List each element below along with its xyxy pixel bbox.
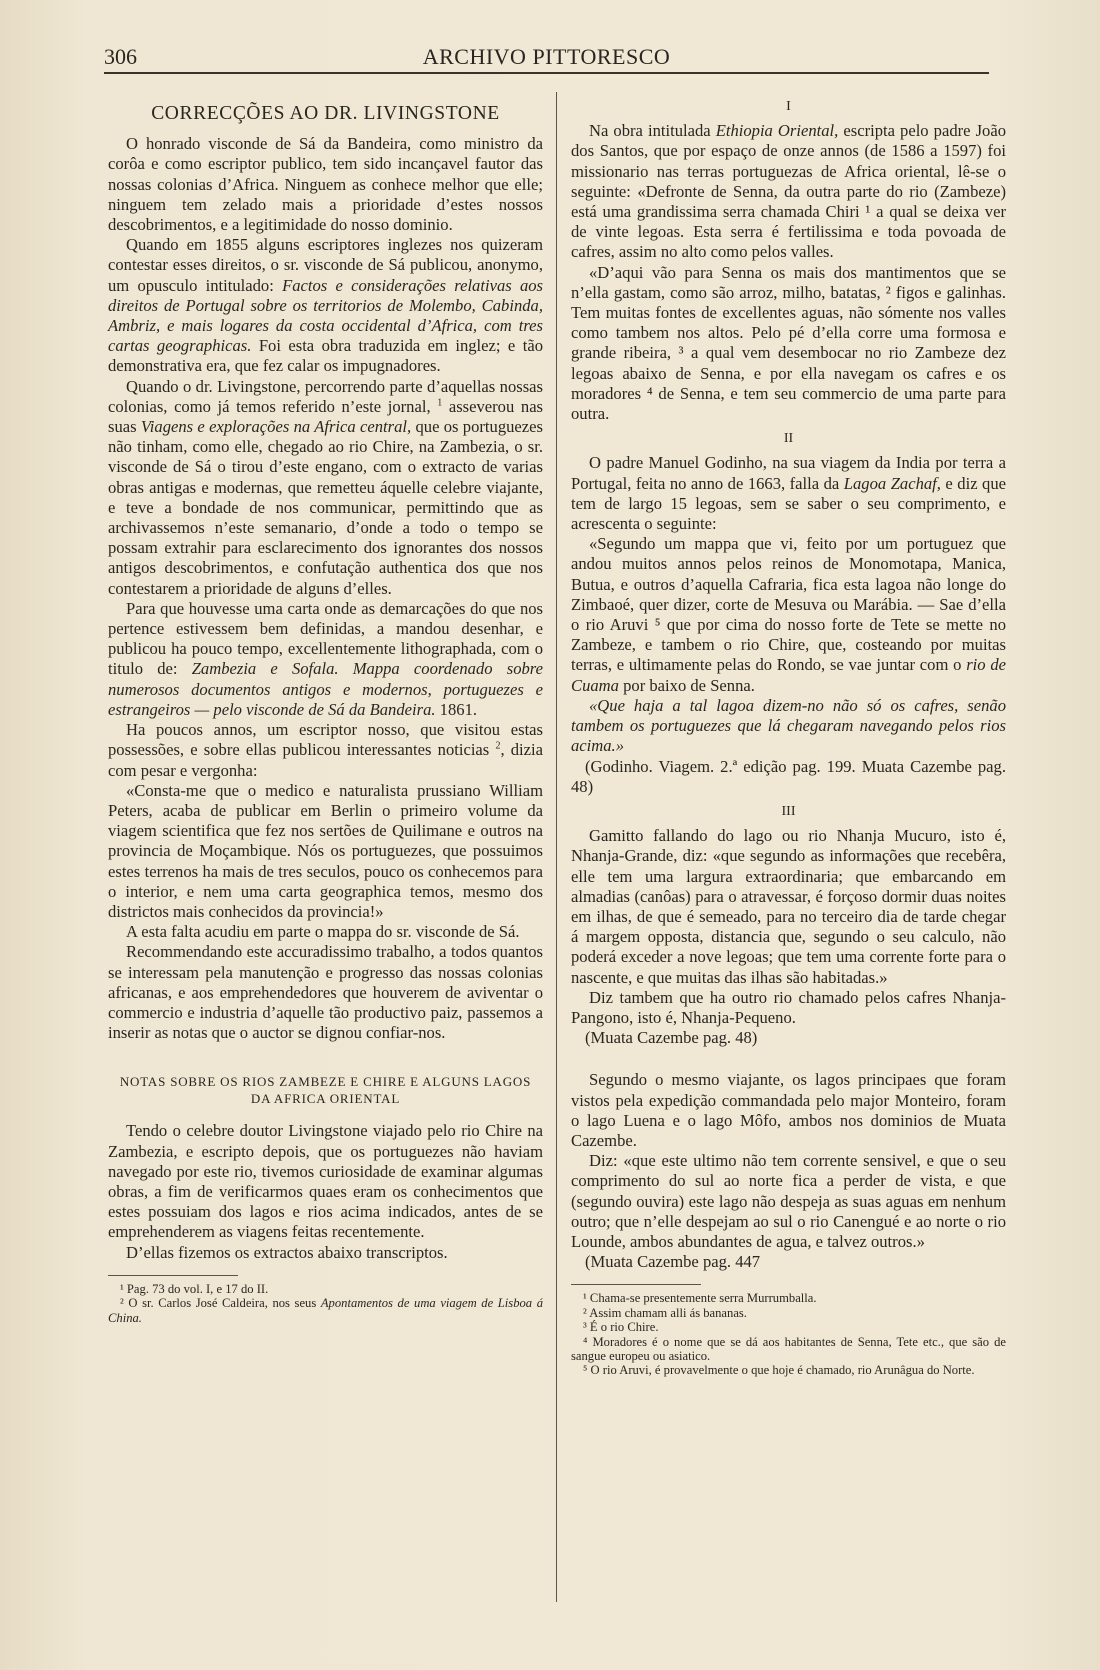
left-column [108, 92, 543, 1325]
footnote: ⁴ Moradores é o nome que se dá aos habitantes de Senna, Tete etc., que são de sangue europeu ou asiatico. [571, 1334, 1006, 1363]
article-title: CORRECÇÕES AO DR. LIVINGSTONE [151, 103, 500, 124]
footnote: ² O sr. Carlos José Caldeira, nos seus Apontamentos de uma viagem de Lisboa á China. [108, 1296, 543, 1325]
citation: (Muata Cazembe pag. 447 [585, 1252, 761, 1272]
footnote: ² Assim chamam alli ás bananas. [583, 1305, 747, 1320]
section-number: III [781, 803, 796, 819]
paragraph: Gamitto fallando do lago ou rio Nhanja Mucuro, isto é, Nhanja-Grande, diz: «que segundo as informações que recebêra, elle tem uma largura extraordinaria; que embarcando em almadias (canôas) para o atravessar, é forçoso dormir duas noites em ilhas, de que é semeado, para no terceiro dia de tarde chegar á margem opposta, distancia que, segundo o seu calculo, não poderá exceder a nove legoas; que tem uma corrente forte para o nascente, e que muitas das ilhas são habitadas.» [571, 826, 1006, 987]
paragraph: Para que houvesse uma carta onde as demarcações do que nos pertence estivessem bem definidas, a mandou desenhar, e publicou ha pouco tempo, excellentemente lithographada, com o titulo de: Zambezia e Sofala. Mappa coordenado sobre numerosos documentos antigos e modernos, portuguezes e estrangeiros — pelo visconde de Sá da Bandeira. 1861. [108, 598, 543, 719]
column-divider [556, 92, 557, 1602]
footnote: ¹ Pag. 73 do vol. I, e 17 do II. [120, 1281, 269, 1296]
paragraph: O honrado visconde de Sá da Bandeira, como ministro da corôa e como escriptor publico, tem sido incançavel fautor das nossas colonias d’Africa. Ninguem as conhece melhor que elle; ninguem tem zelado mais a prioridade d’estes nossos descobrimentos, e a legitimidade do nosso dominio. [108, 134, 543, 235]
footnote-rule [571, 1284, 701, 1285]
footnote: ¹ Chama-se presentemente serra Murrumballa. [583, 1291, 817, 1306]
section-number: II [783, 431, 794, 447]
running-title: ARCHIVO PITTORESCO [422, 44, 671, 69]
citation: (Godinho. Viagem. 2.ª edição pag. 199. Muata Cazembe pag. 48) [571, 756, 1006, 796]
paragraph: Diz tambem que ha outro rio chamado pelos cafres Nhanja-Pangono, isto é, Nhanja-Pequeno. [571, 987, 1006, 1027]
paragraph: Quando o dr. Livingstone, percorrendo parte d’aquellas nossas colonias, como já temos referido n’este jornal, $^1$ asseverou nas suas Viagens e explorações na Africa central, que os portuguezes não tinham, como elle, chegado ao rio Chire, na Zambezia, o sr. visconde de Sá o tirou d’este engano, com o extracto de varias obras antigas e modernas, que remetteu áquelle celebre viajante, e teve a bondade de nos communicar, permittindo que as archivassemos n’este semanario, d’onde a todo o tempo se possam extrahir para esclarecimento dos ignorantes dos nossos antigos descobrimentos, e confutação authentica dos que nos contestarem a prioridade de alguns d’elles. [108, 376, 544, 598]
footnote-rule [108, 1275, 238, 1276]
paragraph: O padre Manuel Godinho, na sua viagem da India por terra a Portugal, feita no anno de 1663, falla da Lagoa Zachaf, e diz que tem de largo 15 legoas, sem se saber o seu comprimento, e acrescenta o seguinte: [571, 453, 1007, 534]
spacer [571, 1048, 1006, 1070]
paragraph: Quando em 1855 alguns escriptores inglezes nos quizeram contestar esses direitos, o sr. visconde de Sá publicou, anonymo, um opusculo intitulado: Factos e considerações relativas aos direitos de Portugal sobre os territorios de Molembo, Cabinda, Ambriz, e mais logares da costa occidental d’Africa, com tres cartas geographicas. Foi esta obra traduzida em inglez; e tão demonstrativa era, que fez calar os impugnadores. [108, 235, 543, 376]
paragraph: Ha poucos annos, um escriptor nosso, que visitou estas possessões, e sobre ellas publicou interessantes noticias $^2$, dizia com pesar e vergonha: [108, 720, 544, 780]
paragraph: A esta falta acudiu em parte o mappa do sr. visconde de Sá. [126, 922, 520, 942]
footnotes [108, 1282, 543, 1325]
section-number: I [786, 99, 791, 114]
paragraph: Diz: «que este ultimo não tem corrente sensivel, e que o seu comprimento do sul ao norte fica a perder de vista, e que (segundo ouvira) este lago não despeja as suas aguas em nenhum outro; que n’elle despejam ao sul o rio Canengué e ao norte o rio Lounde, ambos abundantes de agua, e talvez outros.» [571, 1151, 1006, 1251]
citation: (Muata Cazembe pag. 48) [585, 1028, 758, 1048]
paragraph: Tendo o celebre doutor Livingstone viajado pelo rio Chire na Zambezia, e escripto depois, que os portuguezes não haviam navegado por este rio, tivemos curiosidade de examinar algumas obras, a fim de verificarmos quaes eram os conhecimentos que estes possuiam dos lagos e rios acima indicados, antes de se emprehenderem as viagens feitas recentemente. [108, 1121, 543, 1242]
quotation-italic: «Que haja a tal lagoa dizem-no não só os cafres, senão tambem os portuguezes que lá chegaram navegando pelos rios acima.» [571, 695, 1006, 756]
page-header [104, 42, 989, 74]
paragraph: D’ellas fizemos os extractos abaixo transcriptos. [126, 1242, 448, 1262]
footnote: ⁵ O rio Aruvi, é provavelmente o que hoje é chamado, rio Arunâgua do Norte. [583, 1363, 975, 1378]
right-column [571, 92, 1006, 1378]
footnote-ref: 2 [495, 740, 501, 752]
quotation: «Consta-me que o medico e naturalista prussiano William Peters, acaba de publicar em Berlin o primeiro volume da viagem scientifica que fez nos sertões de Quilimane e outros na provincia de Moçambique. Nós os portuguezes, que possuimos estes terrenos ha mais de tres seculos, pouco os conhecemos para o interior, e nem uma carta geographica temos, mesmo dos districtos mais conhecidos da provincia!» [108, 780, 543, 921]
footnotes [571, 1291, 1006, 1377]
section-heading: NOTAS SOBRE OS RIOS ZAMBEZE E CHIRE E ALGUNS LAGOS DA AFRICA ORIENTAL [119, 1074, 532, 1107]
quotation: «Segundo um mappa que vi, feito por um portuguez que andou muitos annos pelos reinos de Monomotapa, Manica, Butua, e outros d’aquella Cafraria, fica esta lagoa não longe do Zimbaoé, quer dizer, corte de Mesuva ou Marábia. — Sae d’ella o rio Aruvi ⁵ que por cima do nosso forte de Tete se mette no Zambeze, e tambem o rio Chire, que, costeando por muitas terras, e ultimamente pelas do Rondo, se vae juntar com o rio de Cuama por baixo de Senna. [571, 534, 1006, 695]
paragraph: Recommendando este accuradissimo trabalho, a todos quantos se interessam pela manutenção e progresso das nossas colonias africanas, e aos emprehendedores que houverem de aviventar o commercio e industria d’aquelle tão productivo paiz, passemos a inserir as notas que o auctor se dignou confiar-nos. [108, 942, 543, 1043]
paragraph: «D’aqui vão para Senna os mais dos mantimentos que se n’ella gastam, como são arroz, milho, batatas, ² figos e galinhas. Tem muitas fontes de excellentes aguas, não sómente nos valles como tambem nos altos. Pelo pé d’ella corre uma formosa e grande ribeira, ³ a qual vem desembocar no rio Zambeze dez legoas abaixo de Senna, e por ella navegam os cafres e os moradores ⁴ de Senna, e tem seu commercio de uma parte para outra. [571, 262, 1006, 424]
footnote: ³ É o rio Chire. [583, 1320, 659, 1335]
page-number: 306 [104, 44, 137, 69]
footnote-ref: 1 [437, 397, 443, 409]
paragraph: Segundo o mesmo viajante, os lagos principaes que foram vistos pela expedição commandada pelo major Monteiro, foram o lago Luena e o lago Môfo, ambos nos dominios de Muata Cazembe. [571, 1070, 1006, 1150]
paragraph: Na obra intitulada Ethiopia Oriental, escripta pelo padre João dos Santos, que por espaço de onze annos (de 1586 a 1597) foi missionario nas terras portuguezas de Africa oriental, lê-se o seguinte: «Defronte de Senna, da outra parte do rio (Zambeze) está uma grandissima serra chamada Chiri ¹ a qual se deixa ver de vinte legoas. Esta serra é fertilissima e toda povoada de cafres, assim no alto como pelos valles. [571, 121, 1007, 262]
